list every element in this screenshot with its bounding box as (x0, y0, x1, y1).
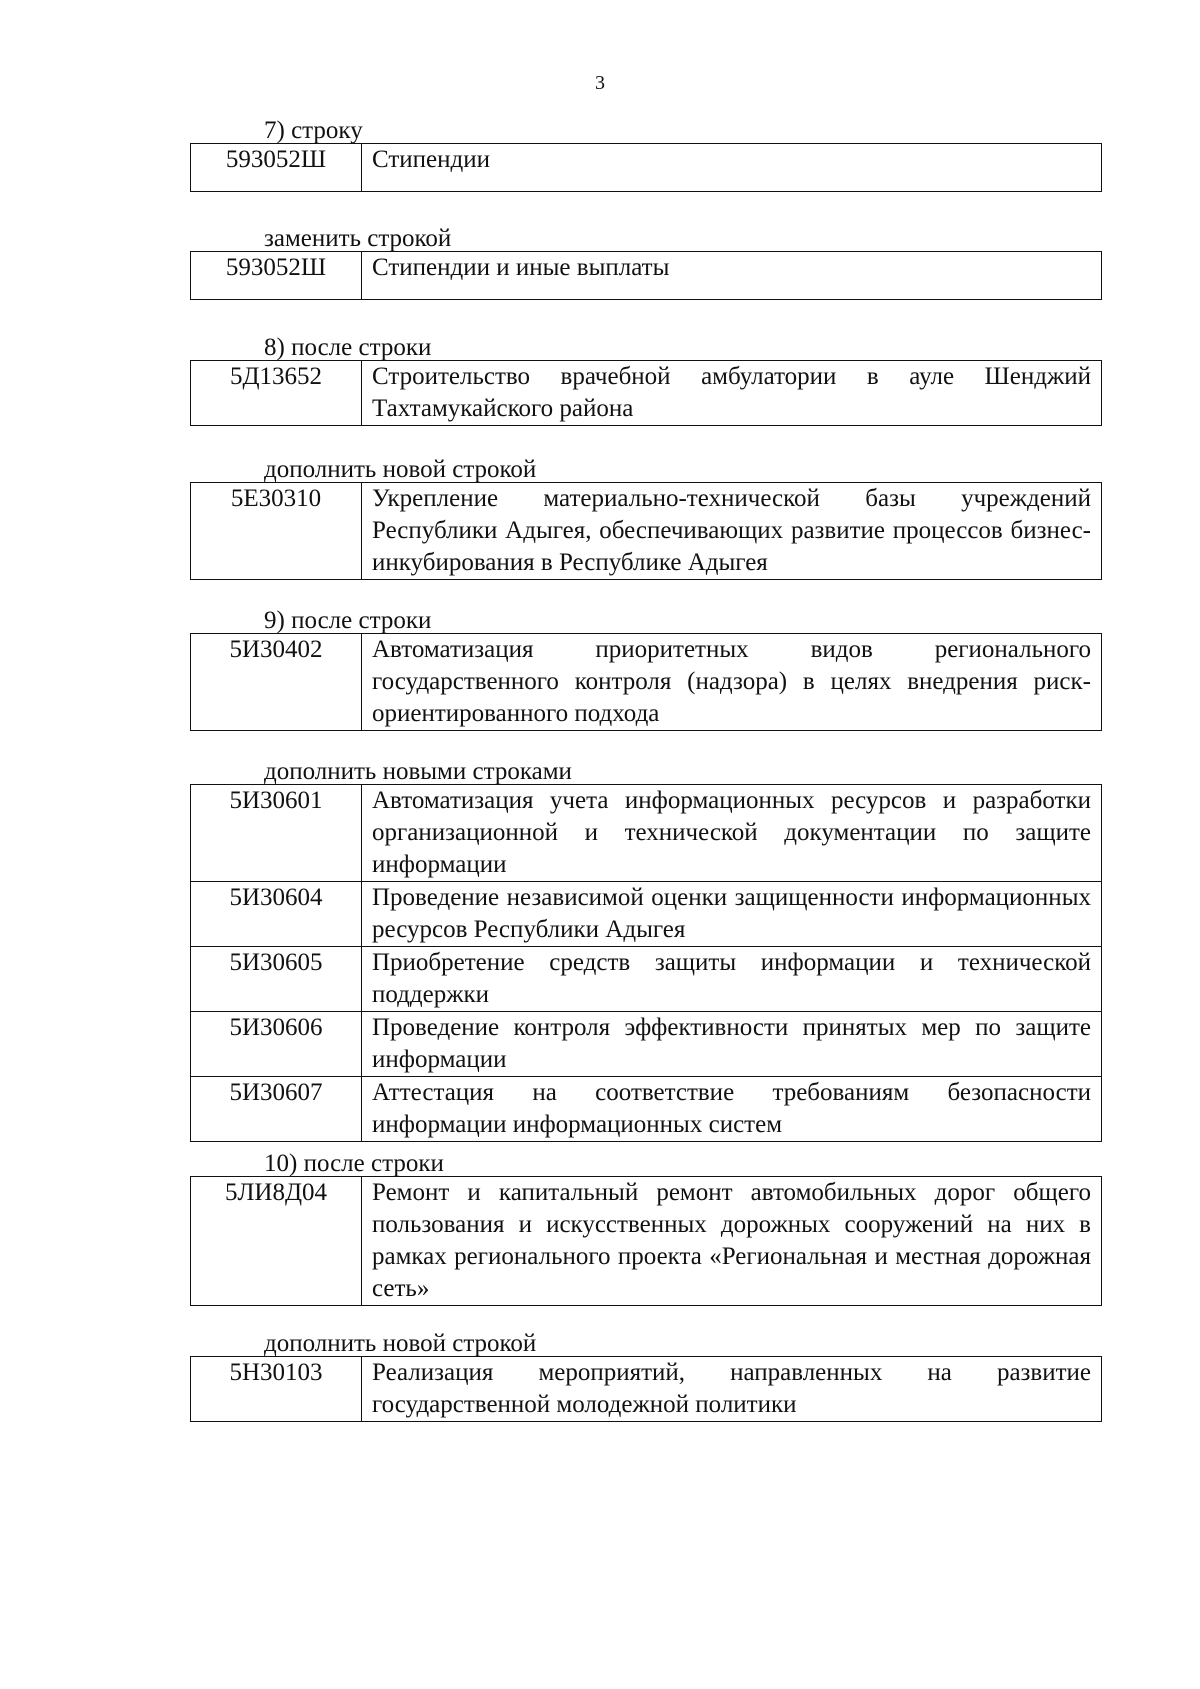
table-item-10-addition (190, 1356, 1102, 1422)
table-row (191, 882, 1102, 947)
row-code: 5И30604 (191, 882, 362, 947)
page-number: 3 (595, 72, 605, 94)
caption-item-8: 8) после строки (264, 334, 432, 361)
table-row (191, 361, 1102, 426)
row-text: Автоматизация приоритетных видов регионального государственного контроля (надзора) в целях внедрения риск-ориентированного подхода (362, 634, 1102, 731)
table-item-10-anchor (190, 1176, 1102, 1306)
row-code: 5ЛИ8Д04 (191, 1177, 362, 1306)
row-code: 593052Ш (191, 252, 362, 300)
row-text: Проведение независимой оценки защищенности информационных ресурсов Республики Адыгея (362, 882, 1102, 947)
table-row (191, 634, 1102, 731)
row-text: Реализация мероприятий, направленных на развитие государственной молодежной политики (362, 1357, 1102, 1422)
table-row (191, 252, 1102, 300)
table-row (191, 1077, 1102, 1142)
caption-item-10: 10) после строки (264, 1150, 444, 1177)
table-item-8-anchor (190, 360, 1102, 426)
table-row (191, 1012, 1102, 1077)
row-text: Приобретение средств защиты информации и технической поддержки (362, 947, 1102, 1012)
caption-item-7: 7) строку (264, 117, 363, 144)
table-item-7-original (190, 143, 1102, 192)
table-row (191, 144, 1102, 192)
table-item-8-addition (190, 482, 1102, 580)
row-code: 5И30402 (191, 634, 362, 731)
caption-replace: заменить строкой (264, 225, 452, 252)
table-item-7-replacement (190, 251, 1102, 300)
row-text: Укрепление материально-технической базы учреждений Республики Адыгея, обеспечивающих развитие процессов бизнес-инкубирования в Республике Адыгея (362, 483, 1102, 580)
row-code: 5И30601 (191, 785, 362, 882)
row-text: Стипендии (362, 144, 1102, 192)
caption-add-new-row: дополнить новой строкой (264, 456, 537, 483)
table-item-9-anchor (190, 633, 1102, 731)
caption-add-new-row-2: дополнить новой строкой (264, 1330, 537, 1357)
row-code: 5И30606 (191, 1012, 362, 1077)
table-row (191, 785, 1102, 882)
row-text: Строительство врачебной амбулатории в ауле Шенджий Тахтамукайского района (362, 361, 1102, 426)
table-row (191, 947, 1102, 1012)
row-code: 5Е30310 (191, 483, 362, 580)
row-code: 5Н30103 (191, 1357, 362, 1422)
row-text: Стипендии и иные выплаты (362, 252, 1102, 300)
table-item-9-additions (190, 784, 1102, 1142)
row-code: 5И30607 (191, 1077, 362, 1142)
table-row (191, 1357, 1102, 1422)
row-code: 5И30605 (191, 947, 362, 1012)
row-code: 593052Ш (191, 144, 362, 192)
caption-add-new-rows: дополнить новыми строками (264, 758, 572, 785)
row-text: Аттестация на соответствие требованиям безопасности информации информационных систем (362, 1077, 1102, 1142)
row-code: 5Д13652 (191, 361, 362, 426)
caption-item-9: 9) после строки (264, 607, 432, 634)
row-text: Проведение контроля эффективности принятых мер по защите информации (362, 1012, 1102, 1077)
row-text: Ремонт и капитальный ремонт автомобильных дорог общего пользования и искусственных дорожных сооружений на них в рамках регионального проекта «Региональная и местная дорожная сеть» (362, 1177, 1102, 1306)
row-text: Автоматизация учета информационных ресурсов и разработки организационной и технической документации по защите информации (362, 785, 1102, 882)
table-row (191, 1177, 1102, 1306)
table-row (191, 483, 1102, 580)
